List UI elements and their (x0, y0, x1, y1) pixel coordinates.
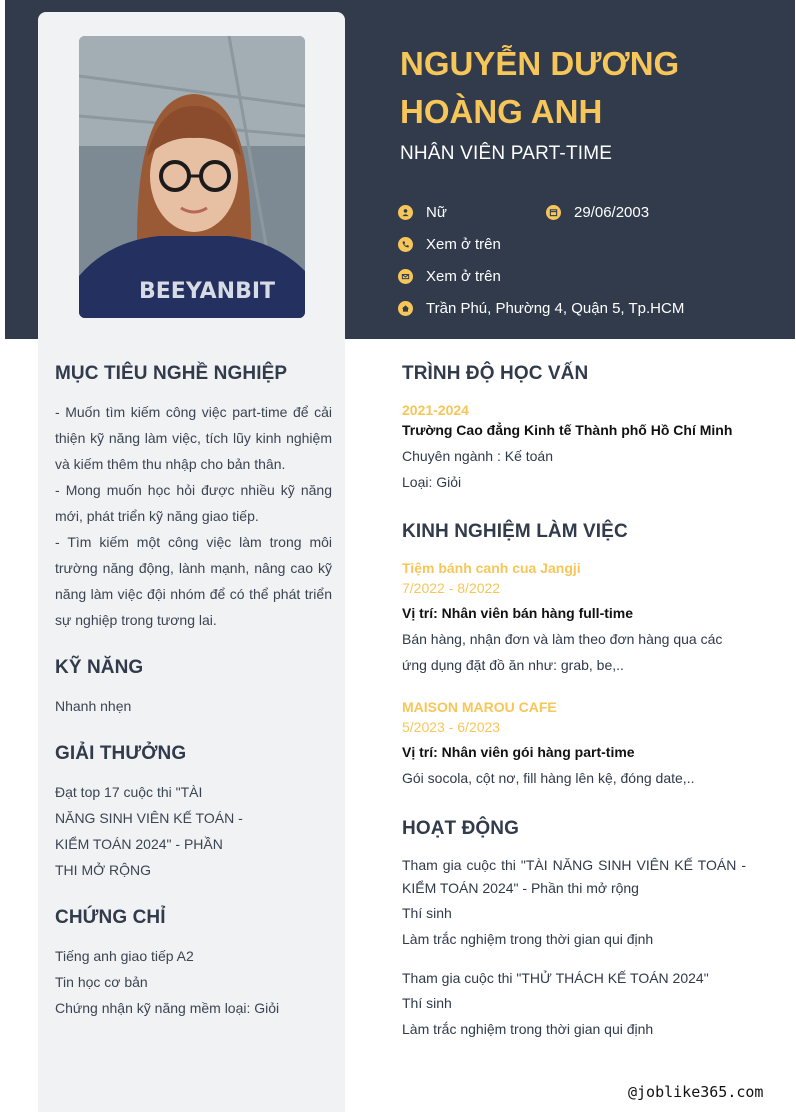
certificate-item: Chứng nhận kỹ năng mềm loại: Giỏi (55, 1000, 280, 1016)
activity-desc: Làm trắc nghiệm trong thời gian qui định (402, 931, 654, 947)
phone-row (398, 236, 501, 253)
phone-value: Xem ở trên (426, 236, 501, 253)
award-line: KIỂM TOÁN 2024" - PHẦN (55, 836, 223, 852)
certificates-title: CHỨNG CHỈ (55, 907, 166, 928)
objective-title: MỤC TIÊU NGHỀ NGHIỆP (55, 363, 288, 384)
gender-row (398, 204, 447, 221)
email-value: Xem ở trên (426, 268, 501, 285)
experience-position: Vị trí: Nhân viên gói hàng part-time (402, 744, 635, 760)
calendar-icon (546, 205, 561, 220)
gender-value: Nữ (426, 204, 447, 221)
award-line: NĂNG SINH VIÊN KẾ TOÁN - (55, 810, 243, 826)
activity-name: Tham gia cuộc thi "TÀI NĂNG SINH VIÊN KẾ TOÁN - KIỂM TOÁN 2024" - Phần thi mở rộng (402, 857, 746, 896)
experience-position: Vị trí: Nhân viên bán hàng full-time (402, 605, 634, 621)
email-row (398, 268, 501, 285)
certificate-item: Tiếng anh giao tiếp A2 (55, 948, 194, 964)
home-icon (398, 301, 413, 316)
experience-desc: Bán hàng, nhận đơn và làm theo đơn hàng qua các ứng dụng đặt đồ ăn như: grab, be,.. (402, 631, 723, 673)
activities-title: HOẠT ĐỘNG (402, 818, 520, 839)
svg-text:BEEYANBIT: BEEYANBIT (139, 279, 276, 304)
award-line: THI MỞ RỘNG (55, 862, 151, 878)
watermark: @joblike365.com (628, 1083, 764, 1101)
skill-item: Nhanh nhẹn (55, 698, 132, 714)
education-period: 2021-2024 (402, 402, 469, 418)
skills-list (55, 693, 332, 719)
education-grade: Loại: Giỏi (402, 474, 462, 490)
awards-list (55, 779, 332, 883)
activity-role: Thí sinh (402, 995, 452, 1011)
education-major: Chuyên ngành : Kế toán (402, 448, 554, 464)
experience-title: KINH NGHIỆM LÀM VIỆC (402, 521, 628, 542)
address-row (398, 300, 684, 317)
activity-desc: Làm trắc nghiệm trong thời gian qui định (402, 1021, 654, 1037)
awards-title: GIẢI THƯỞNG (55, 743, 187, 764)
candidate-name: NGUYỄN DƯƠNG HOÀNG ANH (400, 45, 680, 130)
email-icon (398, 269, 413, 284)
objective-line: - Tìm kiếm một công việc làm trong môi trường năng động, lành mạnh, nâng cao kỹ năng làm việc đội nhóm để có thể phát triển sự nghiệp trong tương lai. (55, 534, 332, 628)
experience-entry (402, 560, 746, 678)
activity-role: Thí sinh (402, 905, 452, 921)
education-title: TRÌNH ĐỘ HỌC VẤN (402, 363, 589, 384)
activity-entry (402, 967, 746, 1042)
job-title: NHÂN VIÊN PART-TIME (400, 143, 613, 164)
experience-desc: Gói socola, cột nơ, fill hàng lên kệ, đóng date,.. (402, 770, 695, 786)
experience-company: MAISON MAROU CAFE (402, 699, 557, 715)
experience-entry (402, 699, 746, 791)
address-value: Trần Phú, Phường 4, Quận 5, Tp.HCM (426, 300, 685, 317)
user-icon (398, 205, 413, 220)
objective-line: - Mong muốn học hỏi được nhiều kỹ năng mới, phát triển kỹ năng giao tiếp. (55, 482, 332, 524)
objective-line: - Muốn tìm kiếm công việc part-time để cải thiện kỹ năng làm việc, tích lũy kinh nghiệm và kiếm thêm thu nhập cho bản thân. (55, 404, 332, 472)
experience-period: 5/2023 - 6/2023 (402, 719, 501, 735)
activity-entry (402, 854, 746, 952)
birthday-row (546, 204, 649, 221)
experience-period: 7/2022 - 8/2022 (402, 580, 501, 596)
activity-name: Tham gia cuộc thi "THỬ THÁCH KẾ TOÁN 2024" (402, 970, 709, 986)
objective-text (55, 399, 332, 633)
certificates-list (55, 943, 332, 1021)
education-entry (402, 402, 746, 495)
certificate-item: Tin học cơ bản (55, 974, 148, 990)
skills-title: KỸ NĂNG (55, 657, 144, 678)
phone-icon (398, 237, 413, 252)
experience-company: Tiệm bánh canh cua Jangji (402, 560, 581, 576)
award-line: Đạt top 17 cuộc thi "TÀI (55, 784, 203, 800)
birthday-value: 29/06/2003 (574, 204, 650, 221)
profile-photo (79, 36, 305, 318)
education-school: Trường Cao đẳng Kinh tế Thành phố Hồ Chí Minh (402, 422, 733, 438)
